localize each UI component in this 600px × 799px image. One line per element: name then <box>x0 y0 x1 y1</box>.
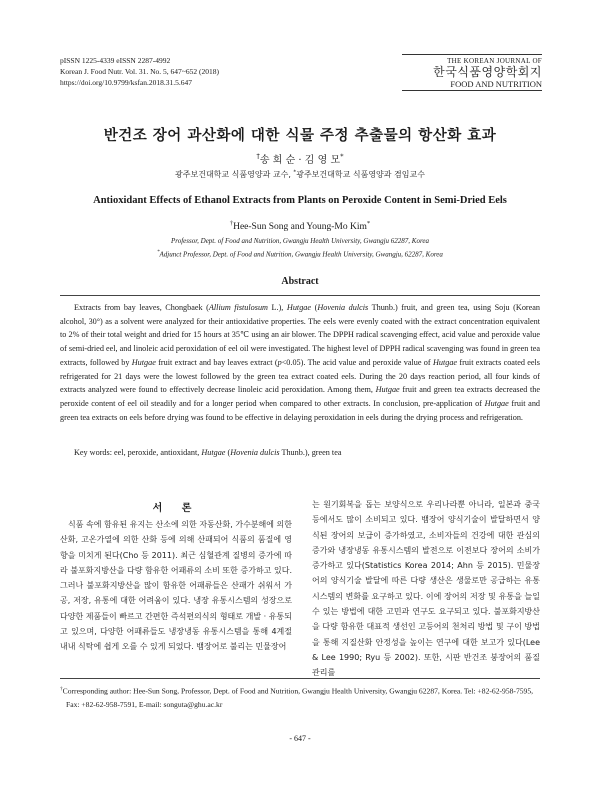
citation-line: Korean J. Food Nutr. Vol. 31. No. 5, 647~652 (2018) <box>60 67 219 76</box>
journal-rule <box>402 54 542 55</box>
footnote-text: Corresponding author: Hee-Sun Song, Professor, Dept. of Food and Nutrition, Gwangju Health University, Gwangju 62287, Korea. Tel: +82-62-958-7595, Fax: +82-62-958-7591, E-mail: songuta@ghu.ac.kr <box>62 686 534 709</box>
abstract-text: fruit and green tea extracts on eels before drying was found to be effective in delaying peroxidation in eels during the drying process and refrigeration. <box>60 398 541 422</box>
authors-korean-text: 송 희 순 · 김 영 모 <box>259 155 341 166</box>
authors-korean: †송 희 순 · 김 영 모* <box>256 152 344 166</box>
keywords-italic: Hovenia dulcis <box>230 448 280 457</box>
section-heading-introduction: 서 론 <box>152 503 200 514</box>
keywords <box>60 448 554 457</box>
abstract-italic: Hutgae <box>131 357 156 367</box>
abstract-italic: Hutgae <box>375 385 400 395</box>
title-english: Antioxidant Effects of Ethanol Extracts from Plants on Peroxide Content in Semi-Dried Eels <box>93 195 507 206</box>
body-column-right: 는 원기회복을 돕는 보양식으로 우리나라뿐 아니라, 일본과 중국 등에서도 많이 소비되고 있다. 뱀장어 양식기술이 발달하면서 양식된 장어의 보급이 증가하였고, 소비자들의 건강에 대한 관심의 증가와 냉장냉동 유통시스템의 발전으로 이전보다 장어의 소비가 증가하고 있다(Statistics Korea 2014; Ahn 등 2015). 민물장어의 양식기술 발달에 따른 다량 생산은 생물로만 공급하는 유통시스템의 변화를 요구하고 있다. 이에 장어의 저장 및 유통을 늘일 수 있는 방법에 대한 고민과 연구도 요구되고 있다. 불포화지방산을 다량 함유한 대표적 생선인 고등어의 천처리 방법 및 구이 방법을 통해 지질산화 안정성을 높이는 연구에 대한 보고가 있다(Lee & Lee 1990; Ryu 등 2002). 또한, 시판 반건조 붕장어의 품질관리를 <box>312 500 540 678</box>
corresponding-author-footnote: †Corresponding author: Hee-Sun Song, Professor, Dept. of Food and Nutrition, Gwangju Health University, Gwangju 62287, Korea. Tel: +82-62-958-7595, Fax: +82-62-958-7591, E-mail: songuta@ghu.ac.kr <box>60 686 534 709</box>
body-column-left: 식품 속에 함유된 유지는 산소에 의한 자동산화, 가수분해에 의한 산화, 고온가열에 의한 산화 등에 의해 산패되어 식품의 품질에 영향을 미치게 된다(Cho 등 2011). 최근 심혈관계 질병의 증가에 따라 불포화지방산을 다량 함유한 어패류의 소비 또한 증가하고 있다. 그러나 불포화지방산을 많이 함유한 어패류들은 산패가 쉬워서 가공, 저장, 유통에 대한 어려움이 있다. 냉장 유통시스템의 성장으로 다양한 제품들이 빠르고 간편한 즉석편의식의 형태로 개발 · 유통되고 있으며, 다양한 어패류들도 냉장냉동 유통시스템을 통해 4계절 내내 식탁에 쉽게 오를 수 있게 되었다. 뱀장어로 불리는 민물장어 <box>60 520 292 652</box>
authors-english: †Hee-Sun Song and Young-Mo Kim* <box>229 220 371 233</box>
abstract-italic: Hutgae <box>432 357 458 367</box>
abstract-heading: Abstract <box>281 276 319 287</box>
issn-line: pISSN 1225-4339 eISSN 2287-4992 <box>60 56 171 65</box>
abstract-italic: Hutgae <box>286 303 312 312</box>
abstract-text: Extracts from bay leaves, Chongbaek ( <box>74 303 209 312</box>
abstract-text: ( <box>311 303 318 312</box>
affiliation-korean-1: 광주보건대학교 식품영양과 교수, <box>175 170 294 179</box>
footnote-divider <box>60 678 540 679</box>
abstract-text: fruit extracts coated eels refrigerated for 21 days were the lowest followed by the green tea extract coated eels. During the 20 days reaction period, all four kinds of extracts analyzed were found to effectively decrease linoleic acid peroxidation. Among them, <box>60 357 540 395</box>
abstract-italic: Hovenia dulcis <box>317 303 369 312</box>
abstract-text: L.), <box>267 303 287 312</box>
abstract-text: <0.05). The acid value and peroxide value of <box>281 357 433 367</box>
keywords-italic: Hutgae <box>201 448 226 457</box>
affiliation-korean-2: 광주보건대학교 식품영양과 겸임교수 <box>296 170 425 179</box>
affiliation-english-1: Professor, Dept. of Food and Nutrition, Gwangju Health University, Gwangju 62287, Korea <box>170 237 430 245</box>
publication-meta <box>60 55 219 88</box>
keywords-text: Key words: eel, peroxide, antioxidant, <box>74 448 202 457</box>
abstract-text: Thunb.) fruit, and green tea, using Soju (Korean alcohol, 30°) as a solvent were analyzed for their antioxidative properties. The eels were evenly coated with the extract concentration equivalent to 2% of their total weight and dried for 15 hours at 35℃ using an air blower. The DPPH radical scavenging effect, acid value and peroxide value of semi-dried eel, and linoleic acid peroxidation of eel oil were investigated. The highest level of DPPH radical scavenging was found in green tea extracts, followed by <box>60 303 540 367</box>
abstract-body <box>60 301 540 424</box>
affiliation-english-2: *Adjunct Professor, Dept. of Food and Nutrition, Gwangju Health University, Gwangju, 62287, Korea <box>157 250 443 259</box>
title-korean: 반건조 장어 과산화에 대한 식물 주정 추출물의 항산화 효과 <box>103 128 497 144</box>
keywords-text: Thunb.), green tea <box>279 448 342 457</box>
page-number: - 647 - <box>289 734 311 743</box>
journal-name-en-bottom: FOOD AND NUTRITION <box>402 79 542 91</box>
abstract-text: fruit extract and bay leaves extract ( <box>155 357 278 367</box>
keywords-text: ( <box>225 448 231 457</box>
journal-name-ko: 한국식품영양학회지 <box>433 65 542 79</box>
journal-logo <box>402 54 542 91</box>
abstract-text: fruit and green tea extracts decreased the peroxide content of eel oil steadily and for a longer period when compared to other extracts. In conclusion, pre-application of <box>60 385 541 408</box>
abstract-divider <box>60 295 540 296</box>
affiliation-korean: 광주보건대학교 식품영양과 교수, *광주보건대학교 식품영양과 겸임교수 <box>175 169 425 179</box>
affiliation-english-2-text: Adjunct Professor, Dept. of Food and Nutrition, Gwangju Health University, Gwangju, 62287, Korea <box>159 250 443 259</box>
abstract-italic: Hutgae <box>484 398 509 408</box>
abstract-italic: Allium fistulosum <box>208 303 268 312</box>
authors-english-text: Hee-Sun Song and Young-Mo Kim <box>233 222 367 233</box>
journal-name-en-top: THE KOREAN JOURNAL OF <box>447 57 542 65</box>
abstract-italic: p <box>277 357 282 367</box>
doi-link[interactable]: https://doi.org/10.9799/ksfan.2018.31.5.647 <box>60 78 192 87</box>
